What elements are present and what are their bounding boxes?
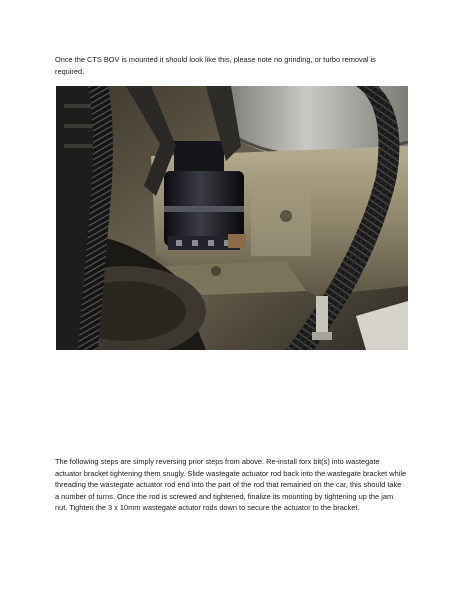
intro-paragraph: Once the CTS BOV is mounted it should look like this, please note no grinding, or turbo removal is required. bbox=[55, 55, 376, 76]
bov-mounted-illustration bbox=[56, 86, 408, 350]
instructions-paragraph: The following steps are simply reversing prior steps from above. Re-install torx bit(s) into wastegate actuator bracket tightening them snugly. Slide wastegate actuator rod back into the wastegate bracket while threading the wastegate actuator rod end into the part of the rod that remained on the car, this should take a number of turns. Once the rod is screwed and tightened, finalize its mounting by tightening up the jam nut. Tighten the 3 x 10mm wastegate actutor rods down to secure the actuator to the bracket. bbox=[55, 457, 407, 513]
engine-bay-photo bbox=[56, 86, 408, 350]
